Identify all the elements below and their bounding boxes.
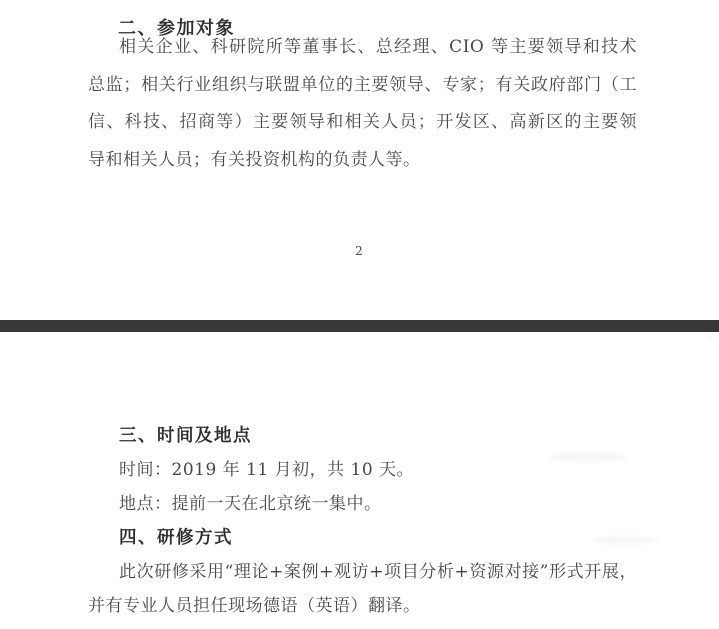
place-line: 地点：提前一天在北京统一集中。	[119, 494, 382, 514]
section-3-heading: 三、时间及地点	[119, 426, 252, 446]
page-break-bar	[0, 320, 719, 332]
paragraph-line: 并有专业人员担任现场德语（英语）翻译。	[88, 596, 421, 616]
scan-artifact	[707, 334, 714, 340]
participants-paragraph	[88, 29, 637, 179]
paragraph-line: 总监；相关行业组织与联盟单位的主要领导、专家；有关政府部门（工	[88, 74, 637, 95]
paragraph-line: 此次研修采用“理论+案例+观访+项目分析+资源对接”形式开展，	[119, 562, 637, 582]
section-4-heading: 四、研修方式	[119, 528, 233, 548]
time-place-method-block	[88, 419, 637, 623]
page-number: 2	[355, 244, 364, 258]
section-2-heading: 二、参加对象	[118, 17, 235, 39]
paragraph-line: 信、科技、招商等）主要领导和相关人员；开发区、高新区的主要领	[88, 112, 637, 132]
paragraph-line: 相关企业、科研院所等董事长、总经理、CIO 等主要领导和技术	[119, 37, 637, 57]
time-line: 时间：2019 年 11 月初，共 10 天。	[119, 460, 415, 480]
paragraph-line: 导和相关人员；有关投资机构的负责人等。	[88, 149, 421, 170]
